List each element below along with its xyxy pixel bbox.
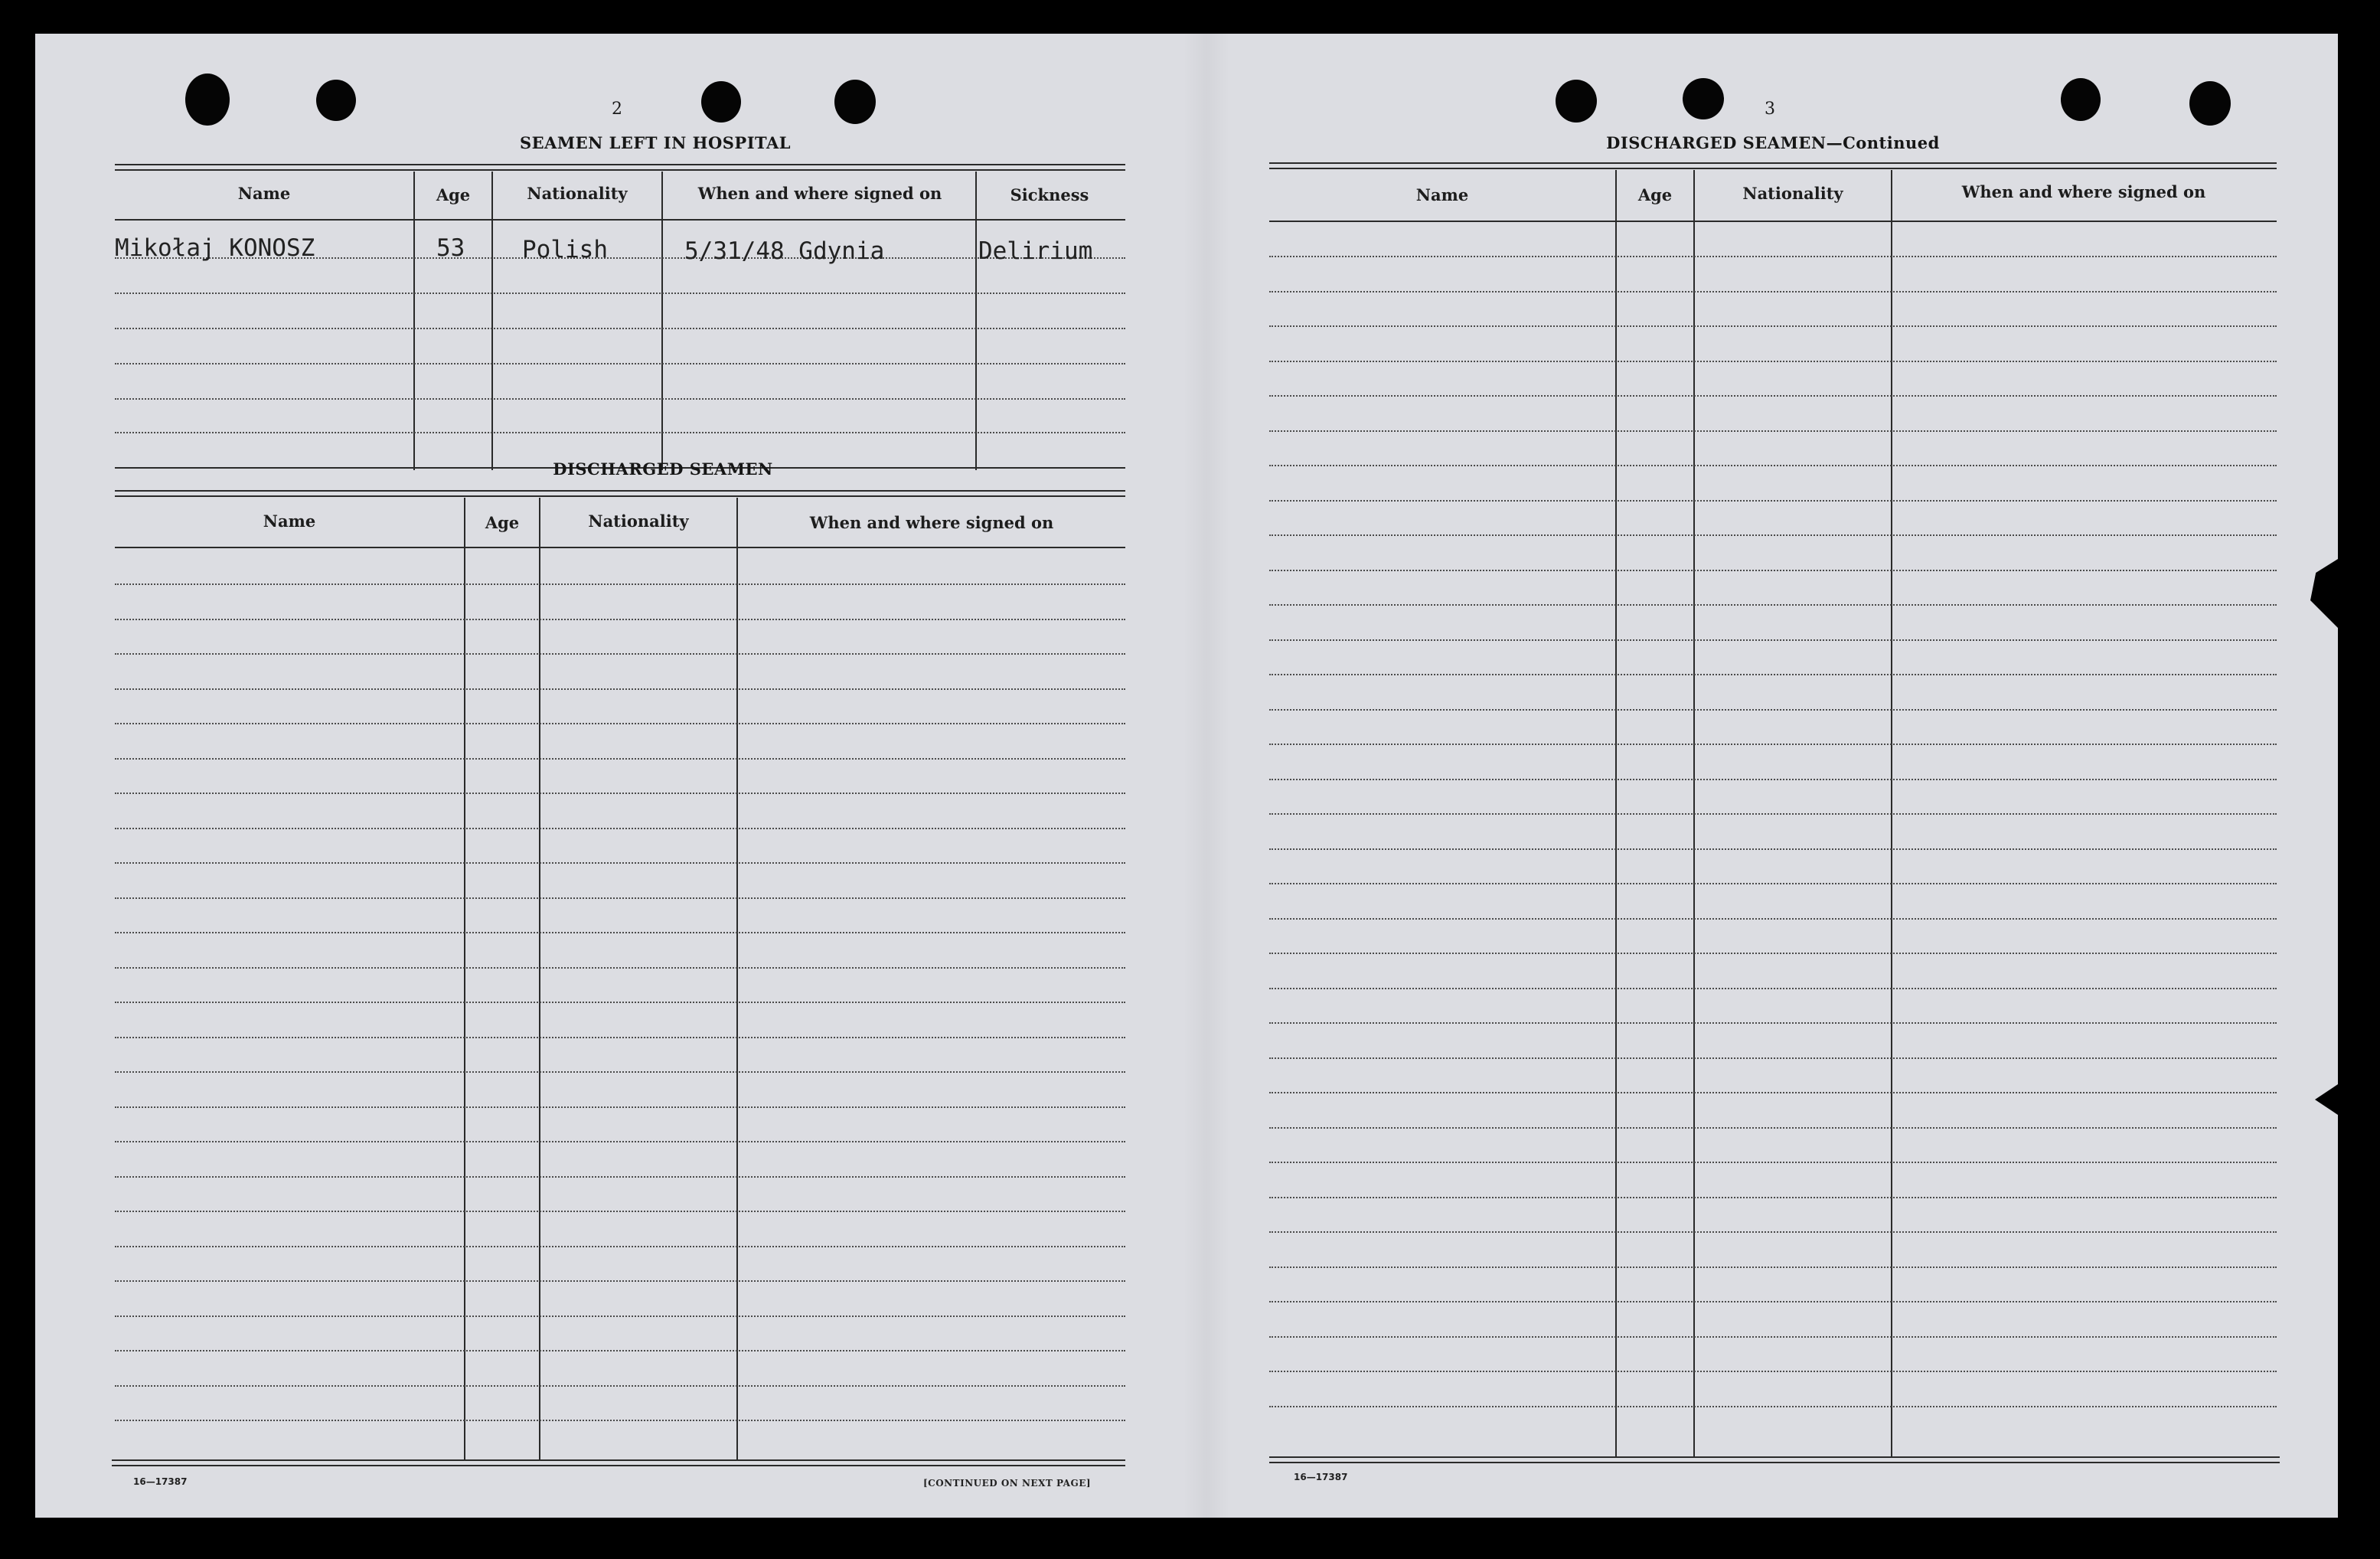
row-rule [115, 1176, 1125, 1178]
row-rule [115, 967, 1125, 969]
row-rule [115, 1420, 1125, 1421]
row-rule [1269, 325, 2277, 327]
row-rule [115, 1002, 1125, 1003]
row-rule [115, 328, 1125, 329]
form-number: 16—17387 [1294, 1472, 1348, 1482]
row-rule [115, 1211, 1125, 1212]
column-header-age: Age [485, 513, 520, 532]
row-rule [1269, 1127, 2277, 1129]
row-rule [1269, 988, 2277, 989]
row-rule [115, 1316, 1125, 1317]
row-rule [1269, 361, 2277, 362]
row-rule [115, 932, 1125, 933]
row-rule [115, 398, 1125, 400]
page-number: 2 [612, 100, 622, 119]
row-rule [115, 723, 1125, 724]
punch-hole [2189, 81, 2231, 126]
row-rule [1269, 1406, 2277, 1407]
seaman-name: Mikołaj KONOSZ [115, 234, 315, 262]
row-rule [115, 1037, 1125, 1038]
column-header-name: Name [237, 184, 291, 203]
row-rule [115, 828, 1125, 829]
row-rule [1269, 1266, 2277, 1268]
form-number: 16—17387 [133, 1476, 188, 1487]
column-header-name: Name [263, 511, 316, 531]
row-rule [1269, 291, 2277, 293]
row-rule [1269, 848, 2277, 850]
row-rule [1269, 709, 2277, 711]
row-rule [1269, 1301, 2277, 1302]
table-bottom-rule [1269, 1456, 2280, 1463]
row-rule [1269, 500, 2277, 502]
row-rule [1269, 1057, 2277, 1059]
header-rule [115, 219, 1125, 221]
row-rule [1269, 570, 2277, 571]
row-rule [1269, 779, 2277, 780]
title-suffix: —Continued [1826, 133, 1940, 152]
column-header-signed-on: When and where signed on [697, 184, 942, 203]
row-rule [1269, 1092, 2277, 1093]
row-rule [1269, 465, 2277, 466]
row-rule [1269, 674, 2277, 675]
title-main: DISCHARGED SEAMEN [1606, 133, 1827, 152]
continued-note: [CONTINUED ON NEXT PAGE] [923, 1478, 1092, 1489]
column-header-signed-on: When and where signed on [809, 513, 1054, 532]
table-top-rule [1269, 162, 2277, 169]
row-rule [1269, 953, 2277, 954]
row-rule [1269, 1022, 2277, 1024]
column-header-nationality: Nationality [527, 184, 628, 203]
row-rule [115, 1280, 1125, 1282]
column-divider [661, 172, 663, 470]
seaman-age: 53 [436, 234, 465, 262]
torn-edge [2315, 1084, 2338, 1115]
punch-hole [1683, 78, 1724, 119]
row-rule [1269, 534, 2277, 536]
row-rule [115, 688, 1125, 690]
row-rule [115, 862, 1125, 864]
hospital-section-title: SEAMEN LEFT IN HOSPITAL [519, 133, 792, 152]
row-rule [115, 583, 1125, 585]
punch-hole [185, 74, 230, 126]
table-top-rule [115, 164, 1125, 171]
column-header-nationality: Nationality [1742, 184, 1843, 203]
row-rule [115, 897, 1125, 899]
row-rule [115, 363, 1125, 364]
page-fold [1183, 34, 1229, 1518]
row-rule [115, 1350, 1125, 1351]
column-header-age: Age [1637, 185, 1673, 204]
torn-edge [2310, 559, 2338, 628]
row-rule [115, 293, 1125, 294]
row-rule [115, 1106, 1125, 1108]
row-rule [115, 1071, 1125, 1073]
row-rule [1269, 395, 2277, 397]
punch-hole [2061, 78, 2101, 121]
row-rule [1269, 430, 2277, 432]
seaman-nationality: Polish [522, 236, 608, 263]
row-rule [1269, 1371, 2277, 1372]
discharged-section-title: DISCHARGED SEAMEN [553, 459, 773, 479]
seaman-signed-on: 5/31/48 Gdynia [684, 237, 885, 265]
row-rule [1269, 1197, 2277, 1198]
row-rule [1269, 1336, 2277, 1338]
table-bottom-rule [112, 1459, 1125, 1466]
header-rule [115, 547, 1125, 548]
row-rule [115, 758, 1125, 760]
row-rule [1269, 744, 2277, 745]
punch-hole [834, 80, 876, 124]
row-rule [115, 653, 1125, 655]
row-rule [1269, 1162, 2277, 1163]
row-rule [115, 619, 1125, 620]
column-header-signed-on: When and where signed on [1961, 182, 2206, 201]
row-rule [115, 793, 1125, 794]
column-divider [975, 172, 977, 470]
seaman-sickness: Delirium [978, 237, 1093, 265]
row-rule [1269, 1231, 2277, 1233]
column-header-nationality: Nationality [588, 511, 689, 531]
page-number: 3 [1765, 100, 1775, 119]
column-divider [413, 172, 415, 470]
header-rule [1269, 221, 2277, 222]
row-rule [115, 1141, 1125, 1142]
row-rule [1269, 256, 2277, 257]
table-top-rule [115, 490, 1125, 497]
row-rule [115, 432, 1125, 433]
column-header-age: Age [436, 185, 471, 204]
row-rule [1269, 604, 2277, 606]
document-scan [35, 34, 2338, 1518]
row-rule [1269, 639, 2277, 641]
discharged-continued-title [1551, 133, 1995, 152]
row-rule [1269, 918, 2277, 920]
punch-hole [1556, 80, 1597, 123]
column-divider [491, 172, 493, 470]
row-rule [1269, 813, 2277, 815]
row-rule [115, 1385, 1125, 1387]
punch-hole [316, 80, 356, 121]
row-rule [115, 1246, 1125, 1247]
column-header-sickness: Sickness [1010, 185, 1089, 204]
column-header-name: Name [1415, 185, 1469, 204]
punch-hole [701, 81, 741, 123]
row-rule [1269, 883, 2277, 884]
